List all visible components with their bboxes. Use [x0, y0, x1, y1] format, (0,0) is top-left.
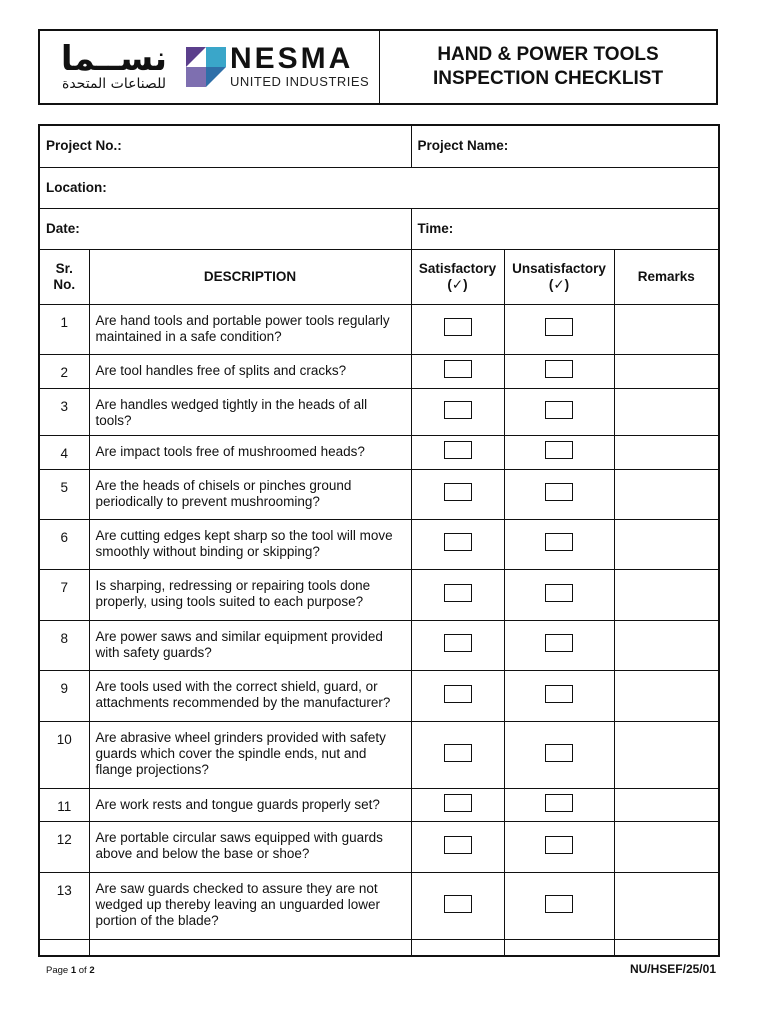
satisfactory-checkbox[interactable]: [444, 634, 472, 652]
remarks-cell[interactable]: [614, 519, 719, 569]
item-description: Are tool handles free of splits and cracks?: [89, 354, 411, 388]
item-description: Are saw guards checked to assure they are not wedged up thereby leaving an unguarded lower portion of the blade?: [89, 872, 411, 939]
title-line-1: HAND & POWER TOOLS: [437, 44, 659, 65]
page-total: 2: [89, 965, 95, 976]
satisfactory-checkbox[interactable]: [444, 401, 472, 419]
remarks-cell[interactable]: [614, 721, 719, 788]
sr-no-header-line2: No.: [53, 276, 76, 292]
unsatisfactory-checkbox[interactable]: [545, 895, 573, 913]
satisfactory-checkbox[interactable]: [444, 584, 472, 602]
item-number: 6: [39, 519, 89, 569]
unsatisfactory-cell: [504, 435, 614, 469]
satisfactory-cell: [411, 821, 504, 872]
item-description: Are hand tools and portable power tools regularly maintained in a safe condition?: [89, 304, 411, 354]
logo-brand-sub: UNITED INDUSTRIES: [230, 74, 370, 89]
logo-mark-icon: [186, 47, 226, 87]
empty-cell: [39, 939, 89, 956]
checklist-row: [39, 721, 719, 788]
item-number: 12: [39, 821, 89, 872]
item-number: 1: [39, 304, 89, 354]
location-label: Location:: [46, 179, 107, 195]
item-number: 10: [39, 721, 89, 788]
satisfactory-checkbox[interactable]: [444, 836, 472, 854]
unsatisfactory-checkbox[interactable]: [545, 401, 573, 419]
satisfactory-checkbox[interactable]: [444, 318, 472, 336]
checklist-row: [39, 354, 719, 388]
unsatisfactory-cell: [504, 620, 614, 670]
unsatisfactory-cell: [504, 821, 614, 872]
satisfactory-cell: [411, 469, 504, 519]
satisfactory-checkbox[interactable]: [444, 744, 472, 762]
project-no-label: Project No.:: [46, 138, 122, 154]
unsatisfactory-checkbox[interactable]: [545, 318, 573, 336]
unsatisfactory-header: [504, 249, 614, 304]
remarks-cell[interactable]: [614, 469, 719, 519]
item-description: Are work rests and tongue guards properly set?: [89, 788, 411, 821]
unsatisfactory-checkbox[interactable]: [545, 794, 573, 812]
unsatisfactory-checkbox[interactable]: [545, 685, 573, 703]
empty-trailing-row: [39, 939, 719, 956]
unsatisfactory-check-mark: (✓): [548, 276, 570, 292]
page-of: of: [78, 965, 87, 976]
checklist-items: [39, 304, 719, 939]
checklist-row: [39, 670, 719, 721]
project-name-label: Project Name:: [417, 138, 509, 154]
satisfactory-cell: [411, 569, 504, 620]
description-header: DESCRIPTION: [89, 249, 411, 304]
unsatisfactory-checkbox[interactable]: [545, 836, 573, 854]
unsatisfactory-cell: [504, 872, 614, 939]
satisfactory-checkbox[interactable]: [444, 483, 472, 501]
logo-arabic-text: [46, 39, 182, 92]
unsatisfactory-cell: [504, 469, 614, 519]
remarks-cell[interactable]: [614, 821, 719, 872]
satisfactory-checkbox[interactable]: [444, 360, 472, 378]
empty-cell: [89, 939, 411, 956]
item-number: 2: [39, 354, 89, 388]
item-number: 8: [39, 620, 89, 670]
satisfactory-cell: [411, 721, 504, 788]
unsatisfactory-cell: [504, 721, 614, 788]
unsatisfactory-cell: [504, 388, 614, 435]
unsatisfactory-checkbox[interactable]: [545, 441, 573, 459]
item-description: Is sharping, redressing or repairing tools done properly, using tools suited to each purpose?: [89, 569, 411, 620]
unsatisfactory-header-label: Unsatisfactory: [512, 260, 606, 276]
satisfactory-cell: [411, 788, 504, 821]
unsatisfactory-checkbox[interactable]: [545, 533, 573, 551]
checklist-row: [39, 435, 719, 469]
item-number: 11: [39, 788, 89, 821]
item-description: Are handles wedged tightly in the heads of all tools?: [89, 388, 411, 435]
sr-no-header: [39, 249, 89, 304]
item-description: Are power saws and similar equipment provided with safety guards?: [89, 620, 411, 670]
document-header: [38, 29, 718, 105]
logo-arabic-main: نســما: [60, 39, 168, 79]
empty-cell: [614, 939, 719, 956]
remarks-cell[interactable]: [614, 569, 719, 620]
unsatisfactory-checkbox[interactable]: [545, 483, 573, 501]
item-description: Are impact tools free of mushroomed heads?: [89, 435, 411, 469]
satisfactory-cell: [411, 388, 504, 435]
item-description: Are cutting edges kept sharp so the tool will move smoothly without binding or skipping?: [89, 519, 411, 569]
item-description: Are portable circular saws equipped with guards above and below the base or shoe?: [89, 821, 411, 872]
remarks-cell[interactable]: [614, 304, 719, 354]
checklist-row: [39, 821, 719, 872]
inspection-checklist-table: [38, 124, 720, 957]
remarks-header: Remarks: [614, 249, 719, 304]
remarks-cell[interactable]: [614, 435, 719, 469]
checklist-row: [39, 620, 719, 670]
unsatisfactory-cell: [504, 354, 614, 388]
satisfactory-checkbox[interactable]: [444, 685, 472, 703]
time-field[interactable]: [411, 208, 719, 249]
empty-cell: [504, 939, 614, 956]
column-header-row: [39, 249, 719, 304]
time-label: Time:: [417, 220, 454, 236]
unsatisfactory-checkbox[interactable]: [545, 634, 573, 652]
project-name-field[interactable]: [411, 125, 719, 167]
title-line-2: INSPECTION CHECKLIST: [432, 68, 664, 89]
satisfactory-checkbox[interactable]: [444, 794, 472, 812]
date-field[interactable]: [39, 208, 411, 249]
satisfactory-header: [411, 249, 504, 304]
satisfactory-cell: [411, 304, 504, 354]
item-description: Are tools used with the correct shield, guard, or attachments recommended by the manufacturer?: [89, 670, 411, 721]
remarks-cell[interactable]: [614, 670, 719, 721]
item-number: 7: [39, 569, 89, 620]
unsatisfactory-cell: [504, 304, 614, 354]
date-label: Date:: [46, 220, 80, 236]
company-logo: [40, 31, 380, 103]
unsatisfactory-cell: [504, 788, 614, 821]
date-time-row: [39, 208, 719, 249]
document-title: [380, 31, 716, 103]
empty-cell: [411, 939, 504, 956]
satisfactory-checkbox[interactable]: [444, 441, 472, 459]
location-field[interactable]: [39, 167, 719, 208]
checklist-row: [39, 469, 719, 519]
unsatisfactory-cell: [504, 569, 614, 620]
item-number: 13: [39, 872, 89, 939]
page-prefix: Page: [46, 965, 69, 976]
satisfactory-cell: [411, 354, 504, 388]
satisfactory-cell: [411, 435, 504, 469]
logo-brand: [230, 44, 369, 90]
item-number: 4: [39, 435, 89, 469]
checklist-row: [39, 569, 719, 620]
remarks-cell[interactable]: [614, 354, 719, 388]
unsatisfactory-checkbox[interactable]: [545, 744, 573, 762]
item-description: Are abrasive wheel grinders provided with safety guards which cover the spindle ends, nut and flange projections?: [89, 721, 411, 788]
unsatisfactory-checkbox[interactable]: [545, 584, 573, 602]
satisfactory-checkbox[interactable]: [444, 895, 472, 913]
checklist-row: [39, 788, 719, 821]
satisfactory-check-mark: (✓): [447, 276, 468, 292]
checklist-row: [39, 304, 719, 354]
logo-arabic-sub: للصناعات المتحدة: [62, 76, 166, 92]
satisfactory-cell: [411, 872, 504, 939]
satisfactory-header-label: Satisfactory: [418, 260, 497, 276]
satisfactory-checkbox[interactable]: [444, 533, 472, 551]
checklist-row: [39, 388, 719, 435]
remarks-cell[interactable]: [614, 872, 719, 939]
item-description: Are the heads of chisels or pinches ground periodically to prevent mushrooming?: [89, 469, 411, 519]
unsatisfactory-checkbox[interactable]: [545, 360, 573, 378]
remarks-cell[interactable]: [614, 788, 719, 821]
satisfactory-cell: [411, 670, 504, 721]
project-no-field[interactable]: [39, 125, 411, 167]
checklist-row: [39, 872, 719, 939]
location-row: [39, 167, 719, 208]
project-info-row: [39, 125, 719, 167]
logo-brand-name: NESMA: [230, 42, 354, 75]
sr-no-header-line1: Sr.: [55, 260, 73, 276]
checklist-row: [39, 519, 719, 569]
satisfactory-cell: [411, 620, 504, 670]
item-number: 5: [39, 469, 89, 519]
item-number: 9: [39, 670, 89, 721]
document-code: NU/HSEF/25/01: [629, 962, 716, 976]
item-number: 3: [39, 388, 89, 435]
remarks-cell[interactable]: [614, 620, 719, 670]
unsatisfactory-cell: [504, 670, 614, 721]
page-current: 1: [70, 965, 77, 976]
satisfactory-cell: [411, 519, 504, 569]
remarks-cell[interactable]: [614, 388, 719, 435]
page-number: [46, 965, 95, 976]
unsatisfactory-cell: [504, 519, 614, 569]
